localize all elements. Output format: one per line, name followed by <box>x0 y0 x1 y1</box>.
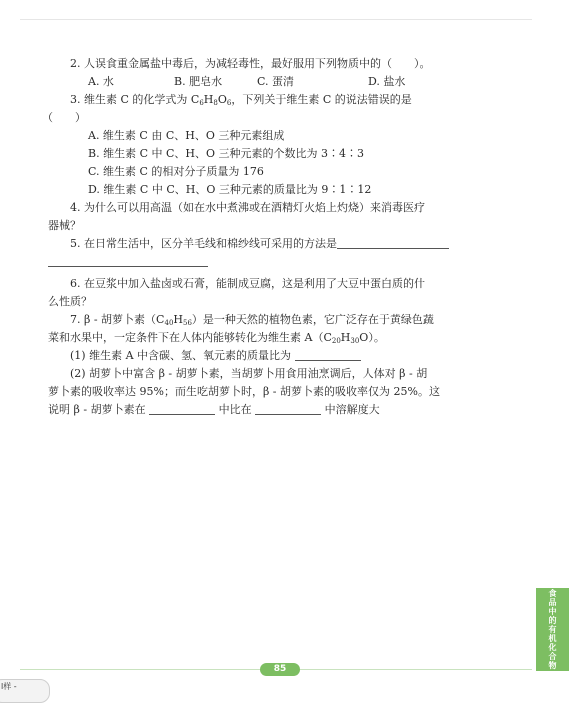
q2-option-a: A. 水 <box>88 75 114 88</box>
q5-answer-blank-1[interactable] <box>337 236 449 249</box>
q7-1-answer-blank[interactable] <box>295 348 361 361</box>
q7-sub-question-1: (1) 维生素 A 中含碳、氢、氧元素的质量比为 <box>48 347 510 365</box>
q5-text: 5. 在日常生活中，区分羊毛线和棉纱线可采用的方法是 <box>48 235 510 253</box>
q2-stem: 2. 人误食重金属盐中毒后，为减轻毒性，最好服用下列物质中的（ ）。 <box>70 57 431 70</box>
q4-line-1: 4. 为什么可以用高温（如在水中煮沸或在酒精灯火焰上灼烧）来消毒医疗 <box>70 201 425 214</box>
q3-option-b: B. 维生素 C 中 C、H、O 三种元素的个数比为 3∶4∶3 <box>88 147 364 160</box>
q3-option-d: D. 维生素 C 中 C、H、O 三种元素的质量比为 9∶1∶12 <box>88 183 372 196</box>
chapter-side-tab <box>536 588 569 671</box>
q5-continuation <box>48 253 510 271</box>
q7-sub-question-2-line-1: (2) 胡萝卜中富含 β - 胡萝卜素，当胡萝卜用食用油烹调后，人体对 β - 胡 <box>70 367 428 380</box>
q3-paren: （ ） <box>42 111 86 124</box>
exercise-content <box>42 55 510 419</box>
q4-line-2: 器械？ <box>48 219 81 232</box>
q3-option-a: A. 维生素 C 由 C、H、O 三种元素组成 <box>88 129 285 142</box>
q7-sub-question-2-line-2: 萝卜素的吸收率达 95%；而生吃胡萝卜时，β - 胡萝卜素的吸收率仅为 25%。这 <box>48 385 440 398</box>
q7-2-answer-blank-1[interactable] <box>149 402 215 415</box>
q6-line-1: 6. 在豆浆中加入盐卤或石膏，能制成豆腐，这是利用了大豆中蛋白质的什 <box>70 277 425 290</box>
q5-answer-blank-2[interactable] <box>48 254 208 267</box>
corner-widget[interactable]: l样 - <box>0 679 50 703</box>
chapter-side-tab-label: 食品中的有机化合物 <box>548 589 557 670</box>
q3-option-c: C. 维生素 C 的相对分子质量为 176 <box>88 165 264 178</box>
q7-sub-question-2-line-3: 说明 β - 胡萝卜素在 中比在 中溶解度大 <box>48 403 380 416</box>
q3-stem: 3. 维生素 C 的化学式为 $C_6H_8O_6$，下列关于维生素 C 的说法错误的是 <box>70 93 412 107</box>
q2-option-d: D. 盐水 <box>368 75 406 88</box>
q2-option-b: B. 肥皂水 <box>174 75 223 88</box>
page-number: 85 <box>260 663 300 676</box>
q7-line-1: 7. β - 胡萝卜素$(C_{40}H_{56})$是一种天然的植物色素，它广泛存在于黄绿色蔬 <box>70 313 434 327</box>
top-divider <box>20 19 532 20</box>
q7-line-2: 菜和水果中，一定条件下在人体内能够转化为维生素 $A(C_{20}H_{30}O)$。 <box>48 331 385 345</box>
q2-option-c: C. 蛋清 <box>257 75 295 88</box>
q7-2-answer-blank-2[interactable] <box>255 402 321 415</box>
q6-line-2: 么性质？ <box>48 295 92 308</box>
q2-options <box>48 73 510 91</box>
